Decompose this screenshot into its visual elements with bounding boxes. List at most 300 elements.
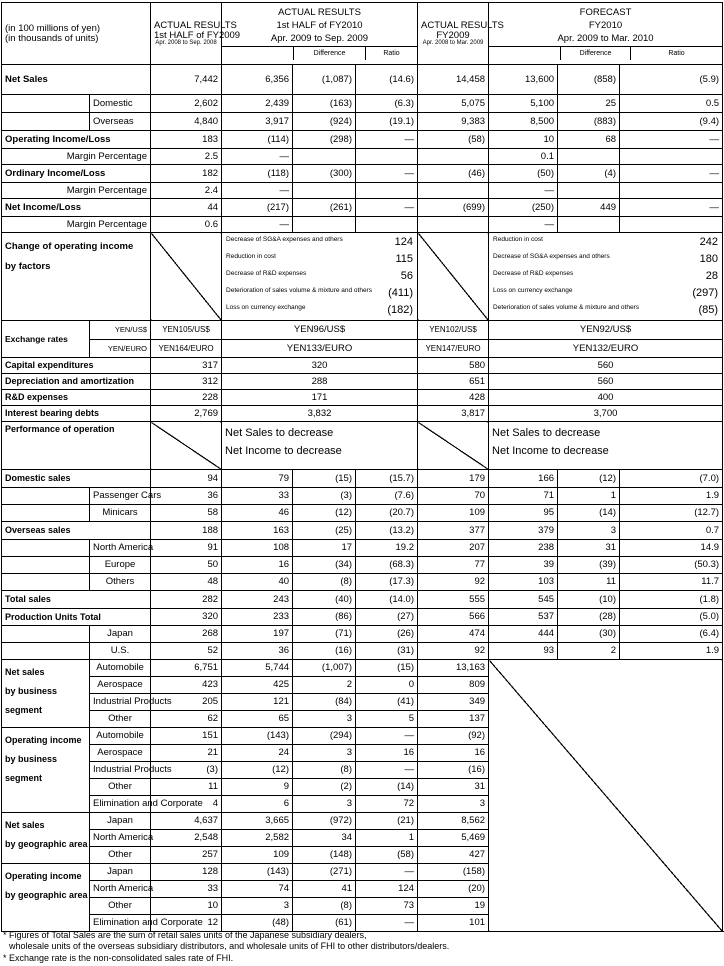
value-cell: 545 <box>489 591 558 609</box>
factors-forecast-block <box>489 233 723 321</box>
empty-diagonal-cell <box>151 233 222 321</box>
value-cell: 108 <box>222 540 293 557</box>
value-cell: 52 <box>151 643 222 660</box>
value-cell: 62 <box>151 711 222 728</box>
value-cell: 566 <box>418 609 489 626</box>
value-cell: 73 <box>356 898 418 915</box>
segment-sub-label: Elimination and Corporate <box>90 915 151 932</box>
value-cell: YEN133/EURO <box>222 340 418 358</box>
factor-value: (411) <box>388 287 414 300</box>
other-item-label: Depreciation and amortization <box>2 374 151 390</box>
ordinary-income-row-label: Ordinary Income/Loss <box>2 165 151 183</box>
value-cell: (14.0) <box>356 591 418 609</box>
value-cell: 0 <box>356 677 418 694</box>
factor-item <box>493 236 718 249</box>
col-c-period: FY2009 <box>436 29 470 41</box>
value-cell: 257 <box>151 847 222 864</box>
value-cell: 70 <box>418 488 489 505</box>
factor-item <box>493 287 718 300</box>
net-income-row-label: Net Income/Loss <box>2 199 151 217</box>
europe-row-label: Europe <box>90 557 151 574</box>
value-cell: 71 <box>489 488 558 505</box>
value-cell: 205 <box>151 694 222 711</box>
segment-sub-label: Other <box>90 779 151 796</box>
factors-actual-block <box>222 233 418 321</box>
col-c-range: Apr. 2008 to Mar. 2009 <box>422 40 484 46</box>
factor-value: 180 <box>699 252 719 265</box>
indent-cell <box>2 557 90 574</box>
segment-label-line: by geographic area <box>5 889 88 900</box>
total-sales-row <box>2 591 723 609</box>
factors-label <box>2 233 151 321</box>
value-cell: (25) <box>293 522 356 540</box>
value-cell: YEN105/US$ <box>151 321 222 340</box>
segment-sub-label: Aerospace <box>90 677 151 694</box>
factor-item <box>226 270 413 283</box>
value-cell: 95 <box>489 505 558 522</box>
value-cell: 36 <box>151 488 222 505</box>
value-cell: 207 <box>418 540 489 557</box>
value-cell: (143) <box>222 864 293 881</box>
col-b-range: Apr. 2009 to Sep. 2009 <box>270 32 369 44</box>
production-us-row-label: U.S. <box>90 643 151 660</box>
value-cell: (34) <box>293 557 356 574</box>
value-cell: (13.2) <box>356 522 418 540</box>
domestic-row-label: Domestic <box>90 95 151 113</box>
footnote-wholesale: wholesale units of the overseas subsidiary distributors, and wholesale units of FHI to other distributors/dealers. <box>9 941 450 952</box>
value-cell: 36 <box>222 643 293 660</box>
value-cell: 4,637 <box>151 813 222 830</box>
value-cell: 427 <box>418 847 489 864</box>
value-cell: (6.4) <box>620 626 723 643</box>
production-japan-row <box>2 626 723 643</box>
value-cell: 377 <box>418 522 489 540</box>
production-japan-row-label: Japan <box>90 626 151 643</box>
factor-value: 124 <box>394 235 414 248</box>
value-cell: 428 <box>418 390 489 406</box>
other-item-row <box>2 358 723 374</box>
value-cell: 2.4 <box>151 183 222 199</box>
yen-usd-label: YEN/US$ <box>90 321 151 340</box>
value-cell: (158) <box>418 864 489 881</box>
value-cell: (12.7) <box>620 505 723 522</box>
value-cell: — <box>620 165 723 183</box>
header-row <box>2 3 723 65</box>
value-cell: 449 <box>558 199 620 217</box>
others-row-label: Others <box>90 574 151 591</box>
segment-sub-label: Aerospace <box>90 745 151 762</box>
value-cell: 93 <box>489 643 558 660</box>
domestic-sales-row-label: Domestic sales <box>2 470 151 488</box>
value-cell: 423 <box>151 677 222 694</box>
passenger-cars-row <box>2 488 723 505</box>
others-row <box>2 574 723 591</box>
value-cell: 3,817 <box>418 406 489 422</box>
value-cell: YEN132/EURO <box>489 340 723 358</box>
value-cell: 3,832 <box>222 406 418 422</box>
domestic-row <box>2 95 723 113</box>
empty-diagonal-cell <box>151 422 222 470</box>
value-cell: (699) <box>418 199 489 217</box>
col-d-header <box>489 3 723 65</box>
value-cell: 4,840 <box>151 113 222 131</box>
value-cell <box>356 217 418 233</box>
value-cell: 5,075 <box>418 95 489 113</box>
segment-label-line: by geographic area <box>5 838 88 849</box>
value-cell: 46 <box>222 505 293 522</box>
value-cell: (41) <box>356 694 418 711</box>
segment-label-line: Net sales <box>5 820 45 830</box>
indent-cell <box>2 626 90 643</box>
value-cell: (5.0) <box>620 609 723 626</box>
overseas-sales-row <box>2 522 723 540</box>
value-cell: 282 <box>151 591 222 609</box>
factor-text: Loss on currency exchange <box>226 304 306 312</box>
factor-text: Decrease of R&D expenses <box>493 269 574 277</box>
value-cell: (5.9) <box>620 65 723 95</box>
value-cell: 3 <box>558 522 620 540</box>
other-item-label: Interest bearing debts <box>2 406 151 422</box>
yen-euro-label: YEN/EURO <box>90 340 151 358</box>
value-cell: 2,582 <box>222 830 293 847</box>
value-cell: (48) <box>222 915 293 932</box>
value-cell: (217) <box>222 199 293 217</box>
empty-forecast-area <box>489 660 723 932</box>
value-cell: — <box>356 762 418 779</box>
value-cell: (7.6) <box>356 488 418 505</box>
operating-income-row <box>2 131 723 149</box>
value-cell: 31 <box>418 779 489 796</box>
col-b-header <box>222 3 418 65</box>
other-item-label: Capital expenditures <box>2 358 151 374</box>
value-cell: (250) <box>489 199 558 217</box>
footnote-total-sales: * Figures of Total Sales are the sum of retail sales units of the Japanese subsidiary dealers, <box>3 930 367 940</box>
value-cell: 33 <box>151 881 222 898</box>
value-cell: (58) <box>418 131 489 149</box>
value-cell: 560 <box>489 358 723 374</box>
value-cell: 14,458 <box>418 65 489 95</box>
factor-value: (85) <box>698 304 719 317</box>
performance-text: Net Sales to decrease <box>225 427 334 439</box>
value-cell: 121 <box>222 694 293 711</box>
performance-text: Net Income to decrease <box>225 444 342 457</box>
value-cell: 233 <box>222 609 293 626</box>
value-cell: 5,469 <box>418 830 489 847</box>
value-cell: (46) <box>418 165 489 183</box>
value-cell: 39 <box>489 557 558 574</box>
segment-sub-label: Other <box>90 898 151 915</box>
value-cell: YEN102/US$ <box>418 321 489 340</box>
indent-cell <box>2 113 90 131</box>
performance-forecast <box>489 422 723 470</box>
unit-units-label: (in thousands of units) <box>5 32 99 44</box>
value-cell: 182 <box>151 165 222 183</box>
value-cell: 11 <box>151 779 222 796</box>
value-cell: — <box>489 183 558 199</box>
col-c-title: ACTUAL RESULTS <box>421 20 504 31</box>
segment-sub-label: Elimination and Corporate <box>90 796 151 813</box>
value-cell: — <box>222 183 293 199</box>
value-cell: 6,356 <box>222 65 293 95</box>
value-cell: (14) <box>356 779 418 796</box>
indent-cell <box>2 505 90 522</box>
value-cell: (12) <box>293 505 356 522</box>
value-cell: 809 <box>418 677 489 694</box>
value-cell: 94 <box>151 470 222 488</box>
value-cell: 1 <box>558 488 620 505</box>
factor-item <box>493 304 718 317</box>
value-cell: (27) <box>356 609 418 626</box>
value-cell <box>418 149 489 165</box>
value-cell: 44 <box>151 199 222 217</box>
value-cell: (12) <box>222 762 293 779</box>
value-cell: (294) <box>293 728 356 745</box>
value-cell: 109 <box>418 505 489 522</box>
value-cell: — <box>620 199 723 217</box>
performance-text: Net Income to decrease <box>492 444 609 457</box>
col-b-difference-label: Difference <box>293 47 365 60</box>
value-cell: 243 <box>222 591 293 609</box>
segment-sub-label: Japan <box>90 864 151 881</box>
value-cell: 2.5 <box>151 149 222 165</box>
value-cell: (9.4) <box>620 113 723 131</box>
value-cell <box>620 183 723 199</box>
segment-sub-label: Industrial Products <box>90 694 151 711</box>
performance-label: Performance of operation <box>2 422 151 470</box>
value-cell: 13,163 <box>418 660 489 677</box>
footnotes <box>3 930 449 964</box>
unit-yen-label: (in 100 millions of yen) <box>5 23 101 34</box>
value-cell: 1.9 <box>620 643 723 660</box>
value-cell: (148) <box>293 847 356 864</box>
indent-cell <box>2 643 90 660</box>
indent-cell <box>2 488 90 505</box>
value-cell: (15) <box>356 660 418 677</box>
value-cell: 320 <box>151 609 222 626</box>
value-cell: 92 <box>418 643 489 660</box>
value-cell: 19 <box>418 898 489 915</box>
overseas-row <box>2 113 723 131</box>
col-b-ratio-label: Ratio <box>365 47 417 60</box>
value-cell: 560 <box>489 374 723 390</box>
value-cell: 379 <box>489 522 558 540</box>
value-cell: (28) <box>558 609 620 626</box>
europe-row <box>2 557 723 574</box>
factor-item <box>493 270 718 283</box>
value-cell: 16 <box>356 745 418 762</box>
value-cell: (40) <box>293 591 356 609</box>
value-cell: 228 <box>151 390 222 406</box>
value-cell: YEN92/US$ <box>489 321 723 340</box>
value-cell: — <box>222 217 293 233</box>
segment-label-line: Operating income <box>5 871 82 881</box>
total-sales-row-label: Total sales <box>2 591 151 609</box>
value-cell: (924) <box>293 113 356 131</box>
value-cell: 10 <box>489 131 558 149</box>
exchange-rate-euro-row <box>2 340 723 358</box>
value-cell: 16 <box>418 745 489 762</box>
value-cell: 4 <box>151 796 222 813</box>
value-cell: 13,600 <box>489 65 558 95</box>
production-us-row <box>2 643 723 660</box>
value-cell: 12 <box>151 915 222 932</box>
value-cell: 317 <box>151 358 222 374</box>
value-cell: 11.7 <box>620 574 723 591</box>
value-cell: 163 <box>222 522 293 540</box>
factor-text: Reduction in cost <box>493 235 543 243</box>
value-cell: (143) <box>222 728 293 745</box>
segment-sub-label: Japan <box>90 813 151 830</box>
segment-label-line: Net sales <box>5 667 45 677</box>
value-cell: 2,769 <box>151 406 222 422</box>
col-a-period: 1st HALF of FY2009 <box>154 29 241 41</box>
value-cell: (15.7) <box>356 470 418 488</box>
empty-diagonal-cell <box>418 422 489 470</box>
value-cell: (7.0) <box>620 470 723 488</box>
value-cell <box>620 149 723 165</box>
value-cell: (30) <box>558 626 620 643</box>
value-cell: YEN96/US$ <box>222 321 418 340</box>
value-cell: (21) <box>356 813 418 830</box>
value-cell: 5,744 <box>222 660 293 677</box>
value-cell: 2 <box>293 677 356 694</box>
value-cell: 2,548 <box>151 830 222 847</box>
value-cell: — <box>222 149 293 165</box>
value-cell: (298) <box>293 131 356 149</box>
col-d-ratio-label: Ratio <box>630 47 722 60</box>
segment-label-line: segment <box>5 704 43 715</box>
segment-sub-label: North America <box>90 830 151 847</box>
overseas-row-label: Overseas <box>90 113 151 131</box>
value-cell: 537 <box>489 609 558 626</box>
minicars-row <box>2 505 723 522</box>
overseas-sales-row-label: Overseas sales <box>2 522 151 540</box>
net-sales-row <box>2 65 723 95</box>
factor-text: Deterioration of sales volume & mixture and others <box>493 304 639 312</box>
value-cell: 3,665 <box>222 813 293 830</box>
exchange-rate-usd-row <box>2 321 723 340</box>
factor-item <box>226 304 413 317</box>
segment-label <box>2 813 90 864</box>
value-cell: 74 <box>222 881 293 898</box>
value-cell: 77 <box>418 557 489 574</box>
value-cell: (261) <box>293 199 356 217</box>
performance-actual <box>222 422 418 470</box>
value-cell: 400 <box>489 390 723 406</box>
value-cell: (1.8) <box>620 591 723 609</box>
value-cell: (15) <box>293 470 356 488</box>
value-cell: (68.3) <box>356 557 418 574</box>
production-total-row <box>2 609 723 626</box>
value-cell: (50.3) <box>620 557 723 574</box>
value-cell: 91 <box>151 540 222 557</box>
value-cell: 2 <box>558 643 620 660</box>
value-cell: (31) <box>356 643 418 660</box>
value-cell: 151 <box>151 728 222 745</box>
col-a-title: ACTUAL RESULTS <box>154 20 237 31</box>
value-cell <box>293 149 356 165</box>
value-cell <box>418 217 489 233</box>
value-cell: 17 <box>293 540 356 557</box>
value-cell: (3) <box>293 488 356 505</box>
ordinary-margin-row-label: Margin Percentage <box>2 183 151 199</box>
value-cell: (12) <box>558 470 620 488</box>
value-cell: 349 <box>418 694 489 711</box>
value-cell: (271) <box>293 864 356 881</box>
factor-value: 242 <box>699 235 719 248</box>
factor-text: Loss on currency exchange <box>493 287 573 295</box>
operating-income-factors-row <box>2 233 723 321</box>
indent-cell <box>2 540 90 557</box>
units-header <box>2 3 151 65</box>
value-cell: (92) <box>418 728 489 745</box>
value-cell: 179 <box>418 470 489 488</box>
segment-row <box>2 660 723 677</box>
value-cell: 320 <box>222 358 418 374</box>
net-sales-row-label: Net Sales <box>2 65 151 95</box>
value-cell: 72 <box>356 796 418 813</box>
value-cell: 188 <box>151 522 222 540</box>
value-cell: (858) <box>558 65 620 95</box>
minicars-row-label: Minicars <box>90 505 151 522</box>
financial-summary-table <box>1 2 723 932</box>
value-cell: — <box>356 915 418 932</box>
factor-text: Deterioration of sales volume & mixture and others <box>226 287 372 295</box>
value-cell: 288 <box>222 374 418 390</box>
other-item-row <box>2 374 723 390</box>
factor-value: 28 <box>705 269 719 282</box>
value-cell: (300) <box>293 165 356 183</box>
value-cell: 68 <box>558 131 620 149</box>
value-cell: 124 <box>356 881 418 898</box>
col-a-header <box>151 3 241 65</box>
value-cell: (26) <box>356 626 418 643</box>
domestic-sales-row <box>2 470 723 488</box>
value-cell: 0.6 <box>151 217 222 233</box>
segment-label <box>2 660 90 728</box>
value-cell: (39) <box>558 557 620 574</box>
value-cell: 16 <box>222 557 293 574</box>
value-cell: 128 <box>151 864 222 881</box>
net-margin-row-label: Margin Percentage <box>2 217 151 233</box>
factor-text: Decrease of SG&A expenses and others <box>493 252 610 260</box>
value-cell: — <box>620 131 723 149</box>
value-cell: 50 <box>151 557 222 574</box>
value-cell: 425 <box>222 677 293 694</box>
value-cell: 444 <box>489 626 558 643</box>
ordinary-margin-row <box>2 183 723 199</box>
value-cell: 25 <box>558 95 620 113</box>
indent-cell <box>2 574 90 591</box>
value-cell: (883) <box>558 113 620 131</box>
segment-label-line: segment <box>5 772 43 783</box>
value-cell: 101 <box>418 915 489 932</box>
net-margin-row <box>2 217 723 233</box>
value-cell: (20.7) <box>356 505 418 522</box>
value-cell: 3,917 <box>222 113 293 131</box>
value-cell: (118) <box>222 165 293 183</box>
value-cell: — <box>356 131 418 149</box>
value-cell: (58) <box>356 847 418 864</box>
segment-sub-label: Other <box>90 711 151 728</box>
north-america-row <box>2 540 723 557</box>
value-cell: (8) <box>293 898 356 915</box>
value-cell: 1 <box>356 830 418 847</box>
value-cell: (86) <box>293 609 356 626</box>
value-cell: 58 <box>151 505 222 522</box>
value-cell: 183 <box>151 131 222 149</box>
value-cell: (6.3) <box>356 95 418 113</box>
